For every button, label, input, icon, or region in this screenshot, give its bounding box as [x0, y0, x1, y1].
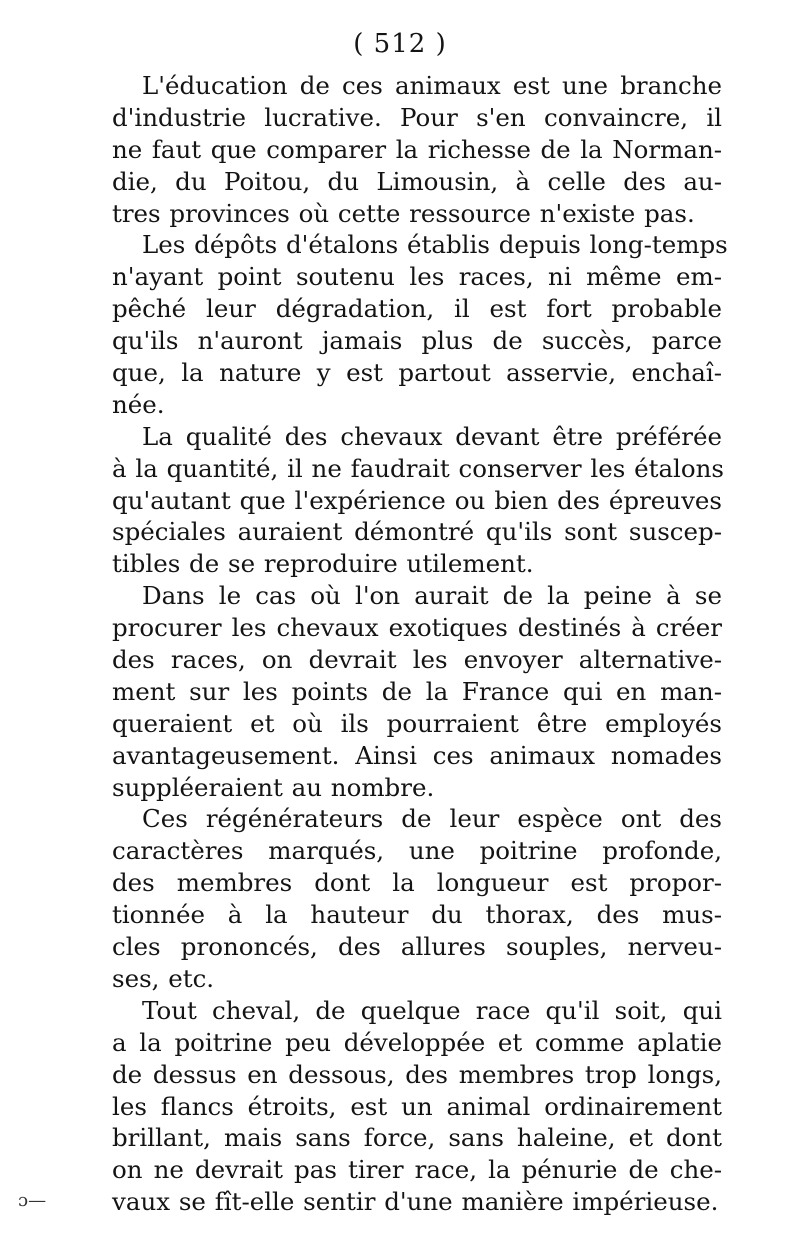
page-number: ( 512 ): [353, 29, 447, 59]
text-line: de dessus en dessous, des membres trop longs,: [112, 1059, 722, 1089]
text-line: Les dépôts d'étalons établis depuis long-temps: [142, 230, 728, 260]
text-line: que, la nature y est partout asservie, enchaî-: [112, 358, 722, 388]
text-line: brillant, mais sans force, sans haleine, et dont: [112, 1123, 722, 1153]
text-line: ne faut que comparer la richesse de la Norman-: [112, 134, 722, 164]
text-line: des membres dont la longueur est propor-: [112, 868, 722, 898]
paragraph-quality-over-quantity: [112, 421, 722, 580]
text-line: qu'ils n'auront jamais plus de succès, parce: [112, 326, 722, 356]
text-line: spéciales auraient démontré qu'ils sont suscep-: [112, 517, 722, 547]
text-line: tionnée à la hauteur du thorax, des mus-: [112, 900, 722, 930]
margin-mark: ɔ—: [18, 1190, 47, 1211]
text-line: caractères marqués, une poitrine profonde,: [112, 836, 722, 866]
paragraph-regenerator-traits: [112, 803, 722, 994]
text-line: pêché leur dégradation, il est fort probable: [112, 294, 722, 324]
text-line: queraient et où ils pourraient être employés: [112, 708, 722, 738]
text-line: on ne devrait pas tirer race, la pénurie de che-: [112, 1155, 722, 1185]
text-line: Tout cheval, de quelque race qu'il soit, qui: [142, 995, 722, 1025]
text-line: die, du Poitou, du Limousin, à celle des au-: [112, 166, 722, 196]
text-line: les flancs étroits, est un animal ordinairement: [112, 1091, 722, 1121]
text-line: suppléeraient au nombre.: [112, 772, 435, 802]
text-line: avantageusement. Ainsi ces animaux nomades: [112, 740, 722, 770]
text-line: Dans le cas où l'on aurait de la peine à se: [142, 581, 722, 611]
text-line: tibles de se reproduire utilement.: [112, 549, 534, 579]
text-line: d'industrie lucrative. Pour s'en convaincre, il: [112, 102, 722, 132]
text-line: tres provinces où cette ressource n'existe pas.: [112, 198, 695, 228]
text-line: n'ayant point soutenu les races, ni même em-: [112, 262, 722, 292]
text-line: L'éducation de ces animaux est une branche: [142, 71, 722, 100]
text-line: a la poitrine peu développée et comme aplatie: [112, 1027, 722, 1057]
text-line: qu'autant que l'expérience ou bien des épreuves: [112, 485, 722, 515]
text-line: cles prononcés, des allures souples, nerveu-: [112, 932, 722, 962]
paragraph-weak-horse: [112, 995, 722, 1218]
text-line: ses, etc.: [112, 963, 215, 993]
text-line: procurer les chevaux exotiques destinés à créer: [112, 613, 722, 643]
text-line: née.: [112, 389, 165, 419]
paragraph-exotic-horses: [112, 580, 722, 803]
paragraph-stallion-depots: [112, 229, 728, 420]
text-line: à la quantité, il ne faudrait conserver les étalons: [112, 453, 724, 483]
paragraph-horse-breeding-industry: [112, 70, 722, 229]
text-line: des races, on devrait les envoyer alternative-: [112, 645, 722, 675]
text-line: La qualité des chevaux devant être préférée: [142, 421, 722, 451]
text-line: vaux se fît-elle sentir d'une manière impérieuse.: [112, 1187, 719, 1217]
text-line: ment sur les points de la France qui en man-: [112, 676, 722, 706]
body-text: [112, 70, 728, 1218]
text-line: Ces régénérateurs de leur espèce ont des: [142, 804, 722, 834]
